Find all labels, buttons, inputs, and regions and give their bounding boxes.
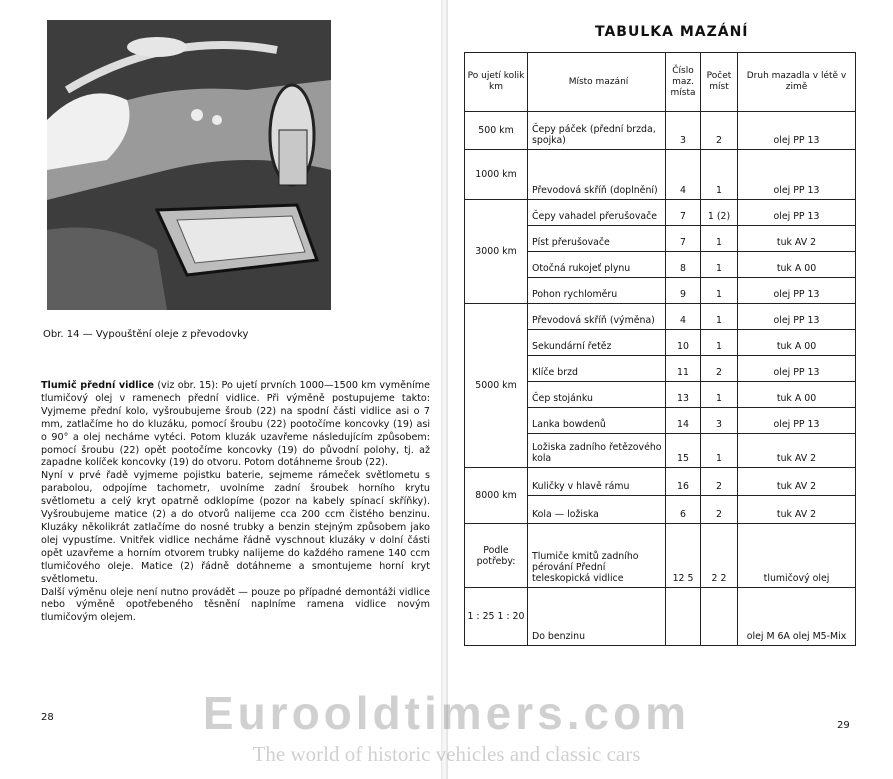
fork-damper-instructions	[41, 380, 430, 625]
mileage-cell: 1000 km	[465, 150, 528, 200]
point-number-cell: 10	[666, 330, 701, 356]
place-cell: Lanka bowdenů	[528, 408, 666, 434]
count-cell: 1	[701, 304, 738, 330]
table-row	[465, 588, 856, 646]
table-title: TABULKA MAZÁNÍ	[595, 24, 749, 40]
lubricant-cell: olej PP 13	[738, 200, 856, 226]
point-number-cell: 14	[666, 408, 701, 434]
point-number-cell: 15	[666, 434, 701, 468]
point-number-cell: 6	[666, 496, 701, 524]
place-cell: Převodová skříň (doplnění)	[528, 150, 666, 200]
lubricant-cell: olej PP 13	[738, 150, 856, 200]
table-header-row	[465, 53, 856, 112]
page-number: 28	[41, 712, 54, 723]
book-gutter	[441, 0, 448, 779]
place-cell: Ložiska zadního řetězového kola	[528, 434, 666, 468]
count-cell: 1	[701, 434, 738, 468]
watermark-brand: Eurooldtimers.com	[202, 687, 691, 739]
point-number-cell: 11	[666, 356, 701, 382]
lubricant-cell: tuk AV 2	[738, 226, 856, 252]
place-cell: Kuličky v hlavě rámu	[528, 468, 666, 496]
right-page	[448, 0, 893, 779]
lubricant-cell: tuk A 00	[738, 330, 856, 356]
point-number-cell: 4	[666, 150, 701, 200]
lubricant-cell: olej PP 13	[738, 304, 856, 330]
paragraph: Nyní v prvé řadě vyjmeme pojistku baterie, sejmeme rámeček světlometu s parabolou, odpojíme tachometr, uvolníme zadní šroubek horního krytu světlometu a celý kryt opatrně odklopíme (pozor na kabely spínací skříňky). Vyšroubujeme matice (2) a do otvorů nalijeme cca 200 ccm čistého benzinu. Kluzáky několikrát zatlačíme do nosné trubky a benzin stejným způsobem jako olej vypustíme. Vnitřek vidlice necháme řádně vyschnout kluzáky v dolní části opět uzavřeme a horním otvorem trubky nalijeme do každého ramene 140 ccm tlumičového oleje. Matice (2) řádně dotáhneme a smontujeme horní kryt světlometu.	[41, 470, 430, 585]
mileage-cell: 8000 km	[465, 468, 528, 524]
count-cell	[701, 588, 738, 646]
count-cell: 1 (2)	[701, 200, 738, 226]
lubricant-cell: olej PP 13	[738, 278, 856, 304]
point-number-cell: 3	[666, 112, 701, 150]
lubricant-cell: tuk AV 2	[738, 434, 856, 468]
count-cell: 1	[701, 278, 738, 304]
page-number: 29	[837, 720, 850, 731]
table-row	[465, 524, 856, 588]
place-cell: Tlumiče kmitů zadního pérování Přední teleskopická vidlice	[528, 524, 666, 588]
mileage-cell: 3000 km	[465, 200, 528, 304]
count-cell: 3	[701, 408, 738, 434]
table-row	[465, 304, 856, 330]
count-cell: 2	[701, 468, 738, 496]
paragraph-heading: Tlumič přední vidlice	[41, 380, 155, 391]
place-cell: Kola — ložiska	[528, 496, 666, 524]
lubricant-cell: olej PP 13	[738, 112, 856, 150]
table-row	[465, 112, 856, 150]
watermark-tagline: The world of historic vehicles and classic cars	[252, 742, 641, 766]
lubricant-cell: tuk AV 2	[738, 468, 856, 496]
left-page	[0, 0, 441, 779]
place-cell: Čep stojánku	[528, 382, 666, 408]
point-number-cell: 4	[666, 304, 701, 330]
figure-caption: Obr. 14 — Vypouštění oleje z převodovky	[43, 329, 249, 340]
point-number-cell: 12 5	[666, 524, 701, 588]
place-cell: Pohon rychloměru	[528, 278, 666, 304]
point-number-cell	[666, 588, 701, 646]
count-cell: 1	[701, 150, 738, 200]
table-row	[465, 468, 856, 496]
lubricant-cell: tuk A 00	[738, 252, 856, 278]
lubricant-cell: tlumičový olej	[738, 524, 856, 588]
place-cell: Čepy vahadel přerušovače	[528, 200, 666, 226]
mileage-cell: 500 km	[465, 112, 528, 150]
point-number-cell: 13	[666, 382, 701, 408]
lubrication-table	[464, 52, 856, 646]
count-cell: 1	[701, 382, 738, 408]
place-cell: Čepy páček (přední brzda, spojka)	[528, 112, 666, 150]
lubricant-cell: tuk A 00	[738, 382, 856, 408]
gearbox-oil-drain-photo	[47, 20, 331, 310]
point-number-cell: 7	[666, 200, 701, 226]
count-cell: 2	[701, 112, 738, 150]
table-row	[465, 150, 856, 200]
place-cell: Otočná rukojeť plynu	[528, 252, 666, 278]
header-point-number: Číslo maz. místa	[666, 53, 701, 112]
point-number-cell: 16	[666, 468, 701, 496]
place-cell: Píst přerušovače	[528, 226, 666, 252]
count-cell: 2	[701, 496, 738, 524]
lubricant-cell: olej PP 13	[738, 356, 856, 382]
count-cell: 1	[701, 330, 738, 356]
count-cell: 1	[701, 252, 738, 278]
lubricant-cell: olej M 6A olej M5-Mix	[738, 588, 856, 646]
mileage-cell: Podle potřeby:	[465, 524, 528, 588]
header-km: Po ujetí kolik km	[465, 53, 528, 112]
lubricant-cell: olej PP 13	[738, 408, 856, 434]
place-cell: Klíče brzd	[528, 356, 666, 382]
place-cell: Do benzinu	[528, 588, 666, 646]
point-number-cell: 7	[666, 226, 701, 252]
count-cell: 2 2	[701, 524, 738, 588]
paragraph: Tlumič přední vidlice (viz obr. 15): Po ujetí prvních 1000—1500 km vyměníme tlumičový olej v ramenech přední vidlice. Při výměně postupujeme takto: Vyjmeme přední kolo, vyšroubujeme šroub (22) na spodní části vidlice asi o 7 mm, zatlačíme ho do kluzáku, pomocí šroubu (22) pootočíme koncovky (19) asi o 90° a olej necháme vytéci. Potom kluzák uzavřeme následujícím způsobem: pomocí šroubu (22) opět pootočíme koncovky (19) do původní polohy, tj. až zapadne kolíček koncovky (19) do otvoru. Potom dotáhneme šroub (22).	[41, 380, 430, 469]
place-cell: Sekundární řetěz	[528, 330, 666, 356]
lubricant-cell: tuk AV 2	[738, 496, 856, 524]
count-cell: 1	[701, 226, 738, 252]
point-number-cell: 9	[666, 278, 701, 304]
paragraph: Další výměnu oleje není nutno provádět — pouze po případné demontáži vidlice nebo výměně opotřebeného těsnění naplníme ramena vidlice novým tlumičovým olejem.	[41, 586, 430, 624]
mileage-cell: 5000 km	[465, 304, 528, 468]
point-number-cell: 8	[666, 252, 701, 278]
header-place: Místo mazání	[528, 53, 666, 112]
mileage-cell: 1 : 25 1 : 20	[465, 588, 528, 646]
header-count: Počet míst	[701, 53, 738, 112]
table-row	[465, 200, 856, 226]
place-cell: Převodová skříň (výměna)	[528, 304, 666, 330]
count-cell: 2	[701, 356, 738, 382]
header-lubricant: Druh mazadla v létě v zimě	[738, 53, 856, 112]
